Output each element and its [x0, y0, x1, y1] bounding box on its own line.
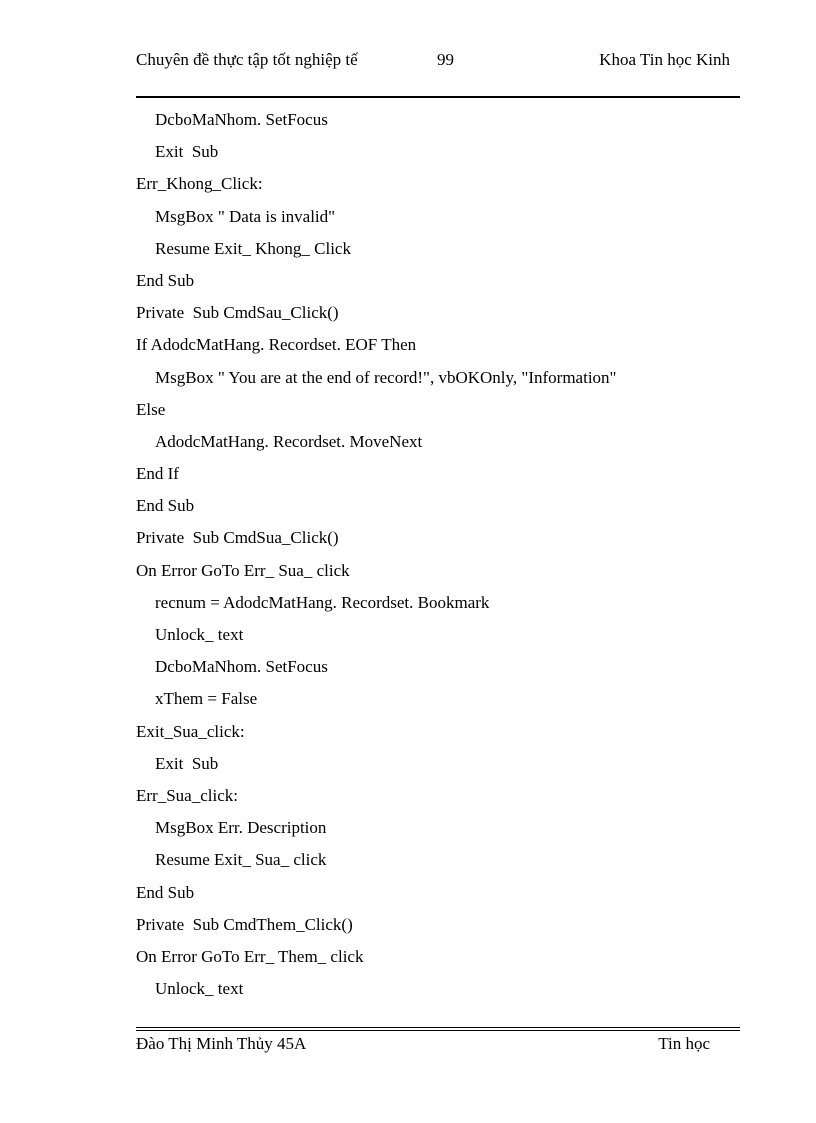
- footer-divider-secondary: [136, 1030, 740, 1031]
- code-line: Err_Khong_Click:: [136, 174, 263, 194]
- code-line: xThem = False: [155, 689, 258, 709]
- code-line: recnum = AdodcMatHang. Recordset. Bookmark: [155, 592, 490, 612]
- code-line: End Sub: [136, 270, 195, 290]
- code-line: Err_Sua_click:: [136, 785, 238, 805]
- code-line: Exit_Sua_click:: [136, 721, 245, 741]
- code-listing: [136, 104, 740, 1005]
- code-line: Resume Exit_ Sua_ click: [155, 850, 327, 870]
- code-line: MsgBox " You are at the end of record!", vbOKOnly, "Information": [155, 367, 617, 387]
- code-line: DcboMaNhom. SetFocus: [155, 110, 328, 129]
- code-line: End Sub: [136, 496, 195, 516]
- page-header: [136, 50, 740, 98]
- code-line: Private Sub CmdSua_Click(): [136, 528, 339, 548]
- code-line: Resume Exit_ Khong_ Click: [155, 238, 351, 258]
- code-line: Private Sub CmdThem_Click(): [136, 914, 353, 934]
- header-title: Chuyên đề thực tập tốt nghiệp tế: [136, 50, 358, 69]
- code-line: AdodcMatHang. Recordset. MoveNext: [155, 431, 423, 451]
- code-line: Exit Sub: [155, 142, 219, 162]
- code-line: MsgBox Err. Description: [155, 818, 327, 838]
- code-line: Unlock_ text: [155, 979, 244, 999]
- footer-subject: Tin học: [658, 1034, 710, 1053]
- footer-author: Đào Thị Minh Thủy 45A: [136, 1034, 307, 1053]
- code-line: Private Sub CmdSau_Click(): [136, 303, 339, 323]
- footer-divider: [136, 1027, 740, 1028]
- code-line: DcboMaNhom. SetFocus: [155, 657, 328, 677]
- code-line: Else: [136, 399, 166, 419]
- code-line: On Error GoTo Err_ Them_ click: [136, 946, 364, 966]
- header-department: Khoa Tin học Kinh: [599, 50, 730, 69]
- code-line: End Sub: [136, 882, 195, 902]
- code-line: MsgBox " Data is invalid": [155, 206, 336, 226]
- code-line: Exit Sub: [155, 753, 219, 773]
- code-line: Unlock_ text: [155, 625, 244, 644]
- page-number: 99: [437, 50, 454, 69]
- code-line: On Error GoTo Err_ Sua_ click: [136, 560, 350, 580]
- code-line: If AdodcMatHang. Recordset. EOF Then: [136, 335, 417, 355]
- code-line: End If: [136, 464, 179, 484]
